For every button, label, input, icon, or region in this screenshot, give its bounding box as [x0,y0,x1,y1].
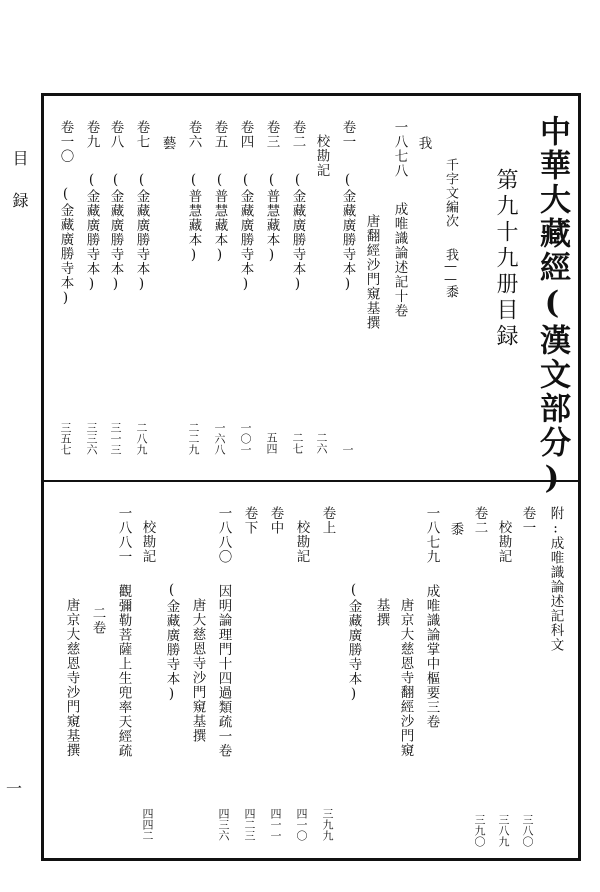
vol-4-page: 一〇一 [239,422,252,455]
entry-1879-title: 成唯識論掌中樞要三卷 [423,584,440,729]
group-char-shu: 黍 [447,522,464,537]
vol-3-label: 卷三 [263,120,280,149]
lower-collation-2-page: 四一〇 [295,808,308,841]
vol-middle: 卷中 [267,506,284,535]
entry-1878-number: 一八七八 [391,120,408,178]
entry-1879-author-cont: 基撰 [373,598,390,627]
vol-upper-page: 三九九 [321,808,334,841]
vol-8-source: (金藏廣勝寺本) [107,172,124,293]
upper-collation-page: 二六 [315,432,328,454]
entry-1879-source: (金藏廣勝寺本) [345,582,362,703]
group-char-wo: 我 [415,136,432,151]
entry-1880-source: (金藏廣勝寺本) [163,582,180,703]
side-label-bottom: 録 [10,192,29,209]
sequence-label: 千字文編次 [443,158,458,228]
app-vol-1-page: 三八〇 [521,814,534,847]
vol-2-label: 卷二 [289,120,306,149]
vol-8-page: 三一三 [109,422,122,455]
vol-5-source: (普慧藏本) [211,172,228,264]
app-collation-1: 校勘記 [495,520,512,564]
section-divider [41,480,581,482]
vol-8-label: 卷八 [107,120,124,149]
app-vol-1: 卷一 [519,506,536,535]
entry-1880-page: 四三六 [217,808,230,841]
vol-2-source: (金藏廣勝寺本) [289,172,306,293]
appendix-title: 成唯識論述記科文 [547,536,564,652]
vol-9-page: 三三六 [85,422,98,455]
vol-1-source: (金藏廣勝寺本) [339,172,356,293]
lower-collation-3: 校勘記 [139,520,156,564]
lower-collation-2: 校勘記 [293,520,310,564]
app-vol-2-page: 三九〇 [473,814,486,847]
entry-1879-author: 唐京大慈恩寺翻經沙門窺 [397,598,414,758]
entry-1878-author: 唐翻經沙門窺基撰 [363,214,380,330]
vol-4-label: 卷四 [237,120,254,149]
app-collation-1-page: 三八九 [497,814,510,847]
volume-title: 第九十九册目録 [493,168,518,350]
vol-1-page: 一 [341,444,354,455]
collection-title: 中華大藏經(漢文部分) [534,115,570,499]
entry-1880-number: 一八八〇 [215,506,232,564]
vol-5-label: 卷五 [211,120,228,149]
app-vol-2: 卷二 [471,506,488,535]
group-char-yi: 藝 [159,136,176,151]
vol-lower: 卷下 [241,506,258,535]
vol-6-label: 卷六 [185,120,202,149]
vol-10-page: 三五七 [59,422,72,455]
entry-1881-title: 觀彌勒菩薩上生兜率天經疏 [115,584,132,758]
vol-6-source: (普慧藏本) [185,172,202,264]
sequence-range: 我——黍 [443,248,458,296]
vol-lower-page: 四二三 [243,808,256,841]
vol-1-label: 卷一 [339,120,356,149]
vol-4-source: (金藏廣勝寺本) [237,172,254,293]
vol-6-page: 二二九 [187,422,200,455]
entry-1881-vols: 二卷 [89,606,106,635]
vol-3-source: (普慧藏本) [263,172,280,264]
entry-1878-title: 成唯識論述記十卷 [391,202,408,318]
vol-9-label: 卷九 [83,120,100,149]
upper-collation: 校勘記 [313,134,330,178]
entry-1879-number: 一八七九 [423,506,440,564]
entry-1881-page: 四四二 [141,808,154,841]
side-label-top: 目 [10,150,29,167]
vol-5-page: 一六八 [213,422,226,455]
page-mark: 一 [6,779,23,798]
entry-1881-number: 一八八一 [115,506,132,564]
appendix-label: 附: [547,506,564,538]
vol-10-source: (金藏廣勝寺本) [57,186,74,307]
vol-9-source: (金藏廣勝寺本) [83,172,100,293]
entry-1880-title: 因明論理門十四過類疏一卷 [215,584,232,758]
vol-middle-page: 四一一 [269,808,282,841]
entry-1880-author: 唐大慈恩寺沙門窺基撰 [189,598,206,743]
vol-7-label: 卷七 [133,120,150,149]
entry-1881-author: 唐京大慈恩寺沙門窺基撰 [63,598,80,758]
vol-10-label: 卷一〇 [57,120,74,164]
vol-upper: 卷上 [319,506,336,535]
vol-7-source: (金藏廣勝寺本) [133,172,150,293]
vol-3-page: 五四 [265,432,278,454]
vol-2-page: 二七 [291,432,304,454]
vol-7-page: 二八九 [135,422,148,455]
